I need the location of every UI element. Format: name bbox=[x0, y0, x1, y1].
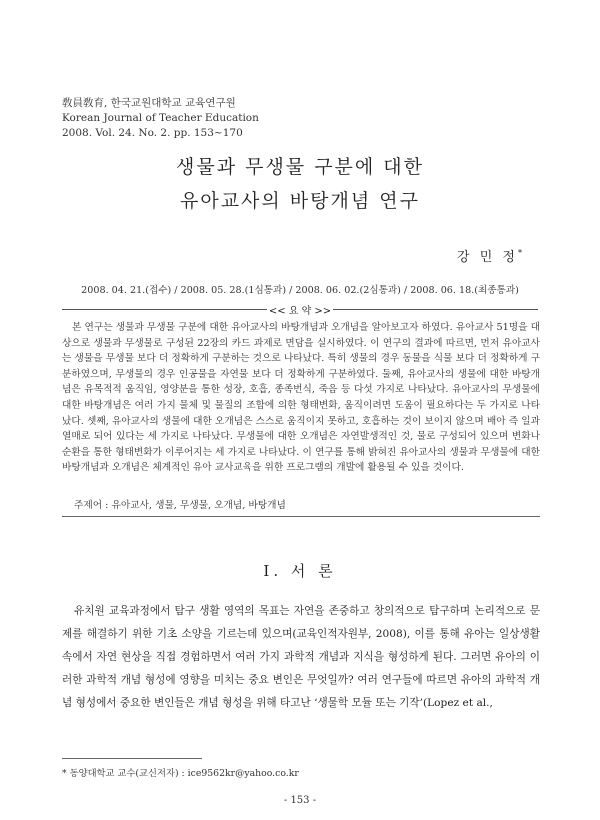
author bbox=[457, 246, 522, 265]
journal-info bbox=[62, 96, 259, 141]
footnote-rule bbox=[62, 758, 202, 759]
abstract-divider bbox=[62, 516, 540, 517]
journal-volume: 2008. Vol. 24. No. 2. pp. 153~170 bbox=[62, 127, 243, 139]
keywords: 주제어 : 유아교사, 생물, 무생물, 오개념, 바탕개념 bbox=[74, 500, 286, 511]
author-name: 강 민 정 bbox=[457, 250, 518, 265]
author-footnote-mark: * bbox=[518, 248, 522, 258]
body-paragraph: 유치원 교육과정에서 탐구 생활 영역의 목표는 자연을 존중하고 창의적으로 탐구하며 논리적으로 문제를 해결하기 위한 기초 소양을 기르는데 있으며(교육인적자원부, 2008), 이를 통해 유아는 일상생활 속에서 자연 현상을 직접 경험하면서 여러 가지 과학적 개념과 지식을 형성하게 된다. 그러면 유아의 이러한 과학적 개념 형성에 영향을 미치는 중요 변인은 무엇일까? 여러 연구들에 따르면 유아의 과학적 개념 형성에서 중요한 변인들은 개념 형성을 위해 타고난 ‘생물학 모듈 또는 기작’(Lopez et al., bbox=[62, 605, 540, 709]
abstract-text: 본 연구는 생물과 무생물 구분에 대한 유아교사의 바탕개념과 오개념을 알아보고자 하였다. 유아교사 51명을 대상으로 생물과 무생물로 구성된 22장의 카드 과제로 면담을 실시하였다. 이 연구의 결과에 따르면, 먼저 유아교사는 생물을 무생물 보다 더 정확하게 구분하는 것으로 나타났다. 특히 생물의 경우 동물을 식물 보다 더 정확하게 구분하였으며, 무생물의 경우 인공물을 자연물 보다 더 정확하게 구분하였다. 둘째, 유아교사의 생물에 대한 바탕개념은 유목적적 움직임, 영양분을 통한 성장, 호흡, 종족번식, 죽음 등 다섯 가지로 나타났다. 유아교사의 무생물에 대한 바탕개념은 여러 가지 물체 및 물질의 조합에 의한 형태변화, 움직이려면 도움이 필요하다는 두 가지로 나타났다. 셋째, 유아교사의 생물에 대한 오개념은 스스로 움직이지 못하고, 호흡하는 것이 보이지 않으며 배아 즉 일과 열매로 되어 있다는 세 가지로 나타났다. 무생물에 대한 오개념은 자연발생적인 것, 물로 구성되어 있으며 변화나 순환을 통한 형태변화가 이루어지는 세 가지로 나타났다. 이 연구를 통해 밝혀진 유아교사의 생물과 무생물에 대한 바탕개념과 오개념은 체계적인 유아 교사교육을 위한 프로그램의 개발에 활용될 수 있을 것이다. bbox=[62, 322, 540, 474]
paper-title-line-2: 유아교사의 바탕개념 연구 bbox=[180, 190, 420, 212]
journal-name-korean: 敎員敎育, 한국교원대학교 교육연구원 bbox=[62, 97, 236, 109]
abstract-heading-label: << 요 약 >> bbox=[268, 306, 332, 317]
footnote: * 동양대학교 교수(교신저자) : ice9562kr@yahoo.co.kr bbox=[62, 768, 299, 779]
abstract bbox=[62, 320, 540, 476]
page-number: - 153 - bbox=[283, 795, 317, 806]
paper-title-line-1: 생물과 무생물 구분에 대한 bbox=[175, 156, 424, 178]
abstract-rule-right bbox=[333, 309, 538, 310]
abstract-heading bbox=[62, 302, 538, 316]
review-dates: 2008. 04. 21.(접수) / 2008. 05. 28.(1심통과) / 2008. 06. 02.(2심통과) / 2008. 06. 18.(최종통과) bbox=[81, 285, 519, 296]
body-text bbox=[62, 600, 540, 715]
section-heading: Ⅰ. 서 론 bbox=[263, 562, 337, 580]
journal-name-english: Korean Journal of Teacher Education bbox=[62, 112, 259, 124]
